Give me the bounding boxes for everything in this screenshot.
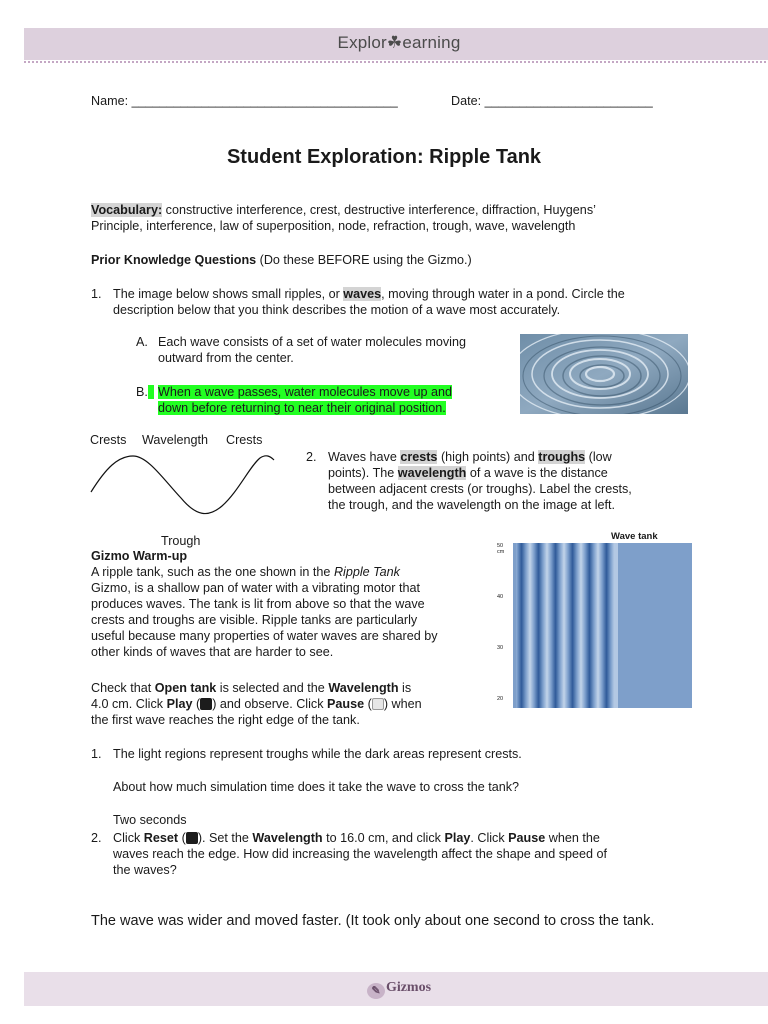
crests-left-label: Crests [90, 433, 127, 447]
gizmos-mark-icon: ✎ [367, 983, 385, 999]
final-answer[interactable]: The wave was wider and moved faster. (It took only about one second to cross the tank. [91, 913, 655, 929]
pause-term: Pause [327, 697, 365, 711]
name-field[interactable]: ______________________________________ [131, 94, 398, 108]
warmup-p3: produces waves. The tank is lit from above so that the wave [91, 597, 425, 611]
play-term: Play [166, 697, 193, 711]
check-t6: ) and observe. Click [212, 697, 327, 711]
warmup-p2: Gizmo, is a shallow pan of water with a vibrating motor that [91, 581, 420, 595]
name-label: Name: [91, 94, 129, 108]
w2-wavelength-term: Wavelength [252, 831, 323, 845]
prior-heading: Prior Knowledge Questions [91, 253, 257, 267]
check-t3: is [398, 681, 412, 695]
q2-line3: between adjacent crests (or troughs). Label the crests, [328, 482, 632, 496]
header-bar [24, 28, 768, 60]
ripple-photo [520, 334, 688, 414]
q2-crests-term: crests [400, 450, 438, 464]
q1-text-c: , moving through water in a pond. Circle the [381, 287, 625, 301]
q2-troughs-term: troughs [538, 450, 586, 464]
warmup-p4: crests and troughs are visible. Ripple tanks are particularly [91, 613, 418, 627]
warmup-p6: other kinds of waves that are harder to see. [91, 645, 334, 659]
w1-answer[interactable]: Two seconds [113, 813, 187, 827]
q1-text-line2: description below that you think describes the motion of a wave most accurately. [113, 303, 561, 317]
w2-t4: to 16.0 cm, and click [322, 831, 445, 845]
option-b-line2: down before returning to near their original position. [158, 401, 446, 415]
page-title: Student Exploration: Ripple Tank [226, 146, 542, 168]
tank-tick-50: 50 cm [497, 543, 505, 555]
check-t1: Check that [91, 681, 155, 695]
brand-logo: Explor☘earning [337, 33, 461, 52]
w2-t5: . Click [470, 831, 509, 845]
w1-text: The light regions represent troughs while the dark areas represent crests. [113, 747, 522, 761]
open-tank-term: Open tank [154, 681, 217, 695]
vocabulary [91, 202, 691, 234]
wavelength-term: Wavelength [328, 681, 399, 695]
sine-wave-diagram [88, 450, 278, 522]
wave-tank-title: Wave tank [611, 531, 658, 542]
prior-note: (Do these BEFORE using the Gizmo.) [256, 253, 472, 267]
pause-icon[interactable] [372, 698, 384, 710]
w2-t3: ). Set the [197, 831, 253, 845]
crests-right-label: Crests [226, 433, 263, 447]
date-field[interactable]: ________________________ [484, 94, 653, 108]
tank-tick-20: 20 [497, 696, 504, 702]
tank-tick-40: 40 [497, 594, 504, 600]
warmup-p5: useful because many properties of water waves are shared by [91, 629, 438, 643]
option-a-line1: Each wave consists of a set of water molecules moving [158, 335, 466, 349]
w2-line2: waves reach the edge. How did increasing the wavelength affect the shape and speed of [113, 847, 608, 861]
option-b[interactable] [158, 384, 498, 416]
wave-tank-image [513, 543, 692, 708]
w2-text [113, 830, 713, 878]
option-a[interactable] [158, 334, 508, 366]
option-b-highlight-gap [148, 385, 154, 399]
q1-text-a: The image below shows small ripples, or [113, 287, 344, 301]
date-line [451, 93, 653, 109]
w1-number: 1. [91, 747, 102, 761]
q2-t3: (low [585, 450, 612, 464]
warmup-section [91, 548, 481, 660]
play-icon[interactable] [200, 698, 212, 710]
check-t5: ( [192, 697, 201, 711]
check-line3: the first wave reaches the right edge of the tank. [91, 713, 360, 727]
w1-question: About how much simulation time does it take the wave to cross the tank? [113, 780, 520, 794]
warmup-check [91, 680, 481, 728]
q2-number: 2. [306, 450, 317, 464]
warmup-ripple-tank-italic: Ripple Tank [333, 565, 400, 579]
w2-t2: ( [178, 831, 186, 845]
vocabulary-label: Vocabulary: [91, 203, 163, 217]
name-line [91, 93, 398, 109]
w2-line3: the waves? [113, 863, 177, 877]
prior-knowledge [91, 252, 472, 268]
option-b-letter: B. [136, 385, 148, 399]
tank-tick-30: 30 [497, 645, 504, 651]
w2-play-term: Play [444, 831, 471, 845]
warmup-heading: Gizmo Warm-up [91, 549, 188, 563]
option-b-label [136, 384, 154, 400]
q2-line4: the trough, and the wavelength on the image at left. [328, 498, 616, 512]
option-b-line1: When a wave passes, water molecules move up and [158, 385, 453, 399]
q2-t1: Waves have [328, 450, 401, 464]
reset-icon[interactable] [186, 832, 198, 844]
q1-number: 1. [91, 287, 102, 301]
q2-t5: of a wave is the distance [466, 466, 608, 480]
option-a-line2: outward from the center. [158, 351, 294, 365]
q1-text [113, 286, 693, 318]
option-a-label: A. [136, 335, 148, 349]
date-label: Date: [451, 94, 482, 108]
footer-bar [24, 972, 768, 1006]
wavelength-label: Wavelength [142, 433, 209, 447]
vocabulary-text-1: constructive interference, crest, destructive interference, diffraction, Huygens’ [162, 203, 596, 217]
q2-t4: points). The [328, 466, 398, 480]
header-divider [24, 61, 768, 63]
w2-t1: Click [113, 831, 144, 845]
check-t4: 4.0 cm. Click [91, 697, 167, 711]
q2-text [328, 449, 688, 513]
warmup-p1a: A ripple tank, such as the one shown in the [91, 565, 334, 579]
check-t2: is selected and the [216, 681, 329, 695]
w2-pause-term: Pause [508, 831, 546, 845]
gizmos-logo-text: Gizmos [385, 980, 432, 995]
reset-term: Reset [143, 831, 179, 845]
w2-t6: when the [545, 831, 600, 845]
q2-wavelength-term: wavelength [397, 466, 467, 480]
w2-number: 2. [91, 831, 102, 845]
gizmos-logo [24, 980, 768, 999]
check-t7: ( [364, 697, 372, 711]
vocabulary-text-2: Principle, interference, law of superposition, node, refraction, trough, wave, wavelength [91, 219, 576, 233]
q1-waves-term: waves [343, 287, 382, 301]
trough-label: Trough [161, 534, 201, 548]
check-t8: ) when [383, 697, 422, 711]
q2-t2: (high points) and [437, 450, 539, 464]
